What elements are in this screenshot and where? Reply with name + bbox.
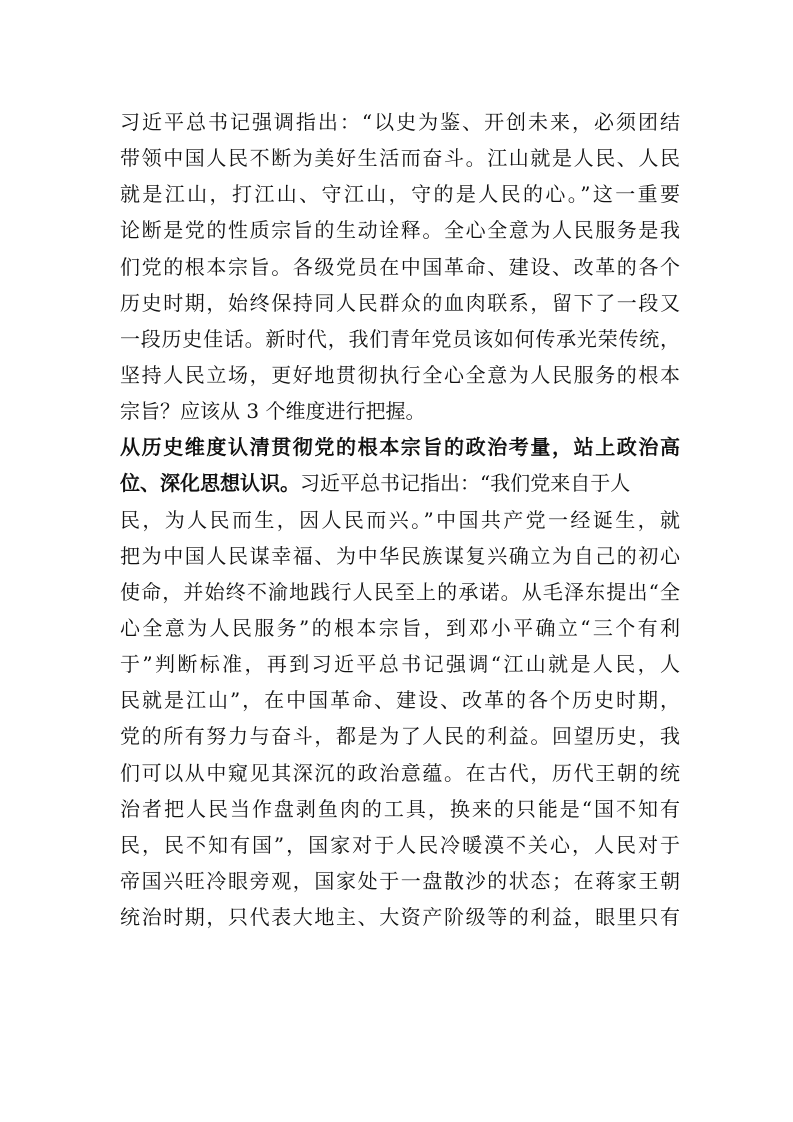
text-line: 习近平总书记强调指出：“以史为鉴、开创未来，必须团结 [120, 110, 680, 134]
section-heading-end: 位、深化思想认识。 [120, 471, 300, 496]
section-text-start: 习近平总书记指出：“我们党来自于人 [300, 471, 631, 496]
text-line: 党的所有努力与奋斗，都是为了人民的利益。回望历史，我 [120, 724, 680, 749]
text-line: 心全意为人民服务”的根本宗旨，到邓小平确立“三个有利 [120, 615, 680, 640]
text-line: 于”判断标准，再到习近平总书记强调“江山就是人民，人 [120, 652, 680, 677]
text-line: 帝国兴旺冷眼旁观，国家处于一盘散沙的状态；在蒋家王朝 [120, 868, 680, 893]
section-heading-line: 从历史维度认清贯彻党的根本宗旨的政治考量，站上政治高 [120, 435, 680, 460]
text-line: 统治时期，只代表大地主、大资产阶级等的利益，眼里只有 [120, 905, 680, 930]
text-line: 民，民不知有国”，国家对于人民冷暖漠不关心，人民对于 [120, 832, 680, 857]
text-line: 历史时期，始终保持同人民群众的血肉联系，留下了一段又 [120, 290, 680, 315]
text-line: 使命，并始终不渝地践行人民至上的承诺。从毛泽东提出“全 [120, 579, 680, 604]
text-line: 论断是党的性质宗旨的生动诠释。全心全意为人民服务是我 [120, 218, 680, 243]
text-line: 坚持人民立场，更好地贯彻执行全心全意为人民服务的根本 [120, 362, 680, 387]
text-line: 民，为人民而生，因人民而兴。”中国共产党一经诞生，就 [120, 507, 680, 532]
text-line: 民就是江山”，在中国革命、建设、改革的各个历史时期， [120, 688, 680, 713]
text-line: 治者把人民当作盘剥鱼肉的工具，换来的只能是“国不知有 [120, 796, 680, 821]
text-line: 一段历史佳话。新时代，我们青年党员该如何传承光荣传统， [120, 326, 680, 351]
document-body [120, 104, 680, 935]
mixed-text-line [120, 465, 680, 501]
text-line: 就是江山，打江山、守江山，守的是人民的心。”这一重要 [120, 182, 680, 207]
text-line: 们可以从中窥见其深沉的政治意蕴。在古代，历代王朝的统 [120, 760, 680, 785]
text-line: 把为中国人民谋幸福、为中华民族谋复兴确立为自己的初心 [120, 543, 680, 568]
text-line: 们党的根本宗旨。各级党员在中国革命、建设、改革的各个 [120, 254, 680, 279]
text-line: 带领中国人民不断为美好生活而奋斗。江山就是人民、人民 [120, 146, 680, 171]
text-line: 宗旨？应该从 3 个维度进行把握。 [120, 399, 426, 424]
